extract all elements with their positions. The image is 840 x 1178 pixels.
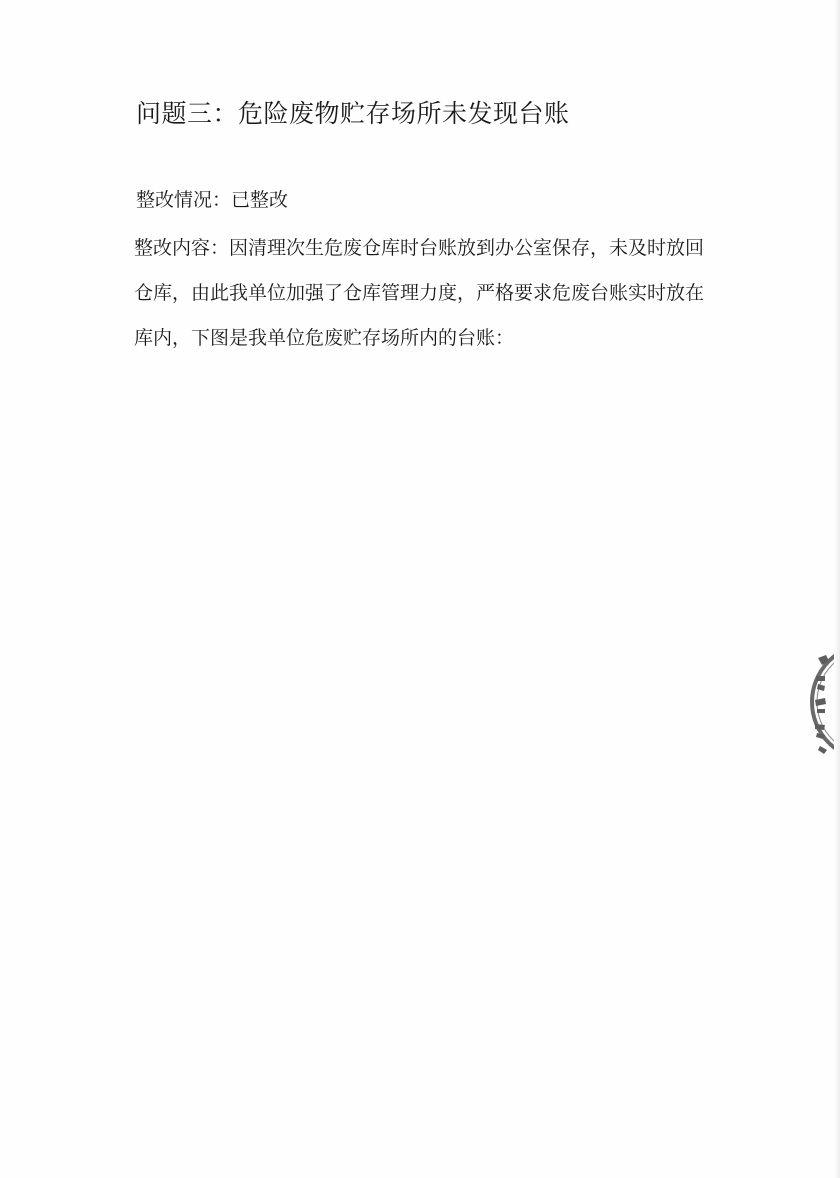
- content-line: 整改内容：因清理次生危废仓库时台账放到办公室保存，未及时放回: [134, 237, 705, 259]
- rectification-status: [136, 185, 288, 212]
- content-line: 库内，下图是我单位危废贮存场所内的台账：: [134, 327, 515, 349]
- status-label: 整改情况：: [136, 189, 232, 211]
- page-edge-shadow: [834, 0, 840, 1178]
- content-line: 仓库，由此我单位加强了仓库管理力度，严格要求危废台账实时放在: [134, 282, 705, 304]
- rectification-content: [134, 226, 724, 361]
- status-value: 已整改: [231, 189, 289, 211]
- page-title: 问题三：危险废物贮存场所未发现台账: [136, 99, 570, 128]
